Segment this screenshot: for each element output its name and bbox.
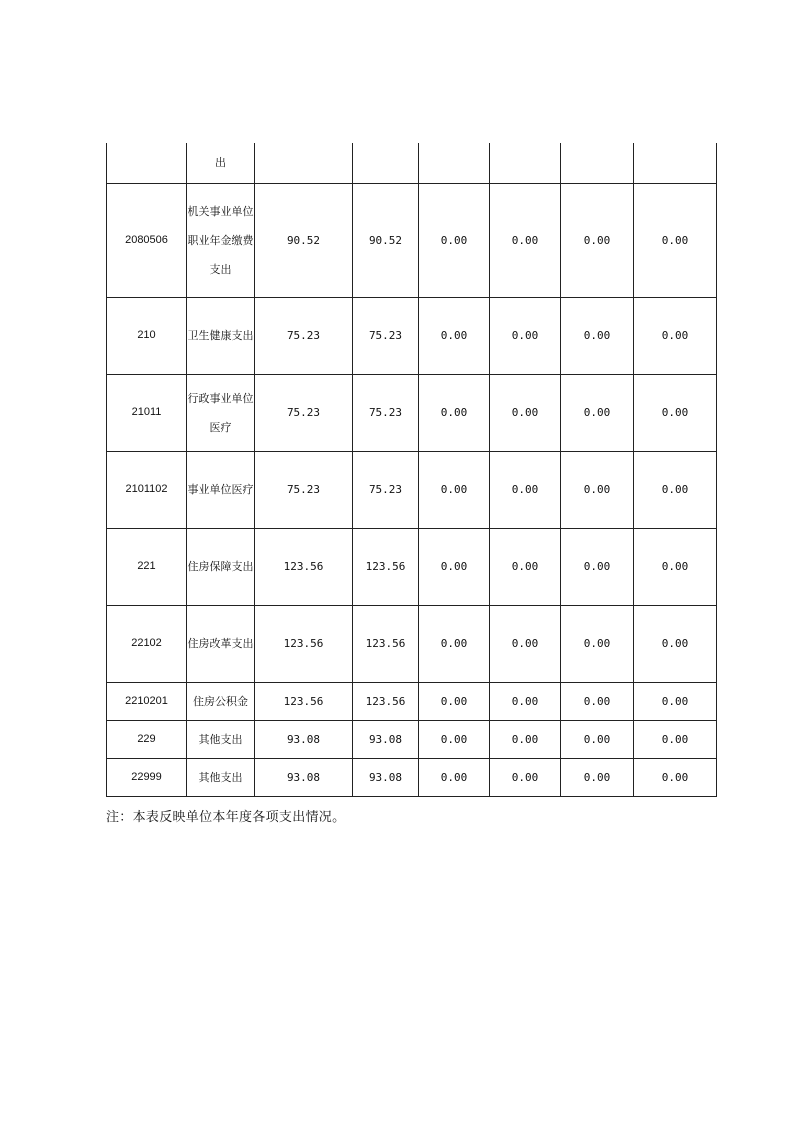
cell-basic: 75.23	[353, 451, 419, 528]
cell-name: 住房公积金	[187, 682, 255, 720]
cell-name: 住房改革支出	[187, 605, 255, 682]
cell-c6	[634, 143, 717, 183]
cell-name: 机关事业单位职业年金缴费支出	[187, 183, 255, 297]
cell-project: 0.00	[419, 682, 490, 720]
cell-c6: 0.00	[634, 720, 717, 758]
cell-c4: 0.00	[490, 720, 561, 758]
table-row	[107, 451, 717, 528]
cell-project: 0.00	[419, 605, 490, 682]
cell-code: 21011	[107, 374, 187, 451]
cell-project: 0.00	[419, 528, 490, 605]
table-row	[107, 297, 717, 374]
cell-name: 住房保障支出	[187, 528, 255, 605]
cell-basic: 123.56	[353, 528, 419, 605]
cell-c5: 0.00	[561, 720, 634, 758]
cell-c4: 0.00	[490, 605, 561, 682]
cell-basic: 75.23	[353, 297, 419, 374]
cell-c4: 0.00	[490, 528, 561, 605]
cell-c4: 0.00	[490, 682, 561, 720]
cell-code: 22102	[107, 605, 187, 682]
cell-basic: 123.56	[353, 682, 419, 720]
cell-total: 90.52	[255, 183, 353, 297]
table-row	[107, 605, 717, 682]
cell-basic: 75.23	[353, 374, 419, 451]
cell-c4	[490, 143, 561, 183]
cell-c5: 0.00	[561, 297, 634, 374]
cell-project: 0.00	[419, 297, 490, 374]
expense-table	[106, 143, 717, 797]
cell-total: 123.56	[255, 682, 353, 720]
cell-code: 2210201	[107, 682, 187, 720]
cell-name: 行政事业单位医疗	[187, 374, 255, 451]
cell-project: 0.00	[419, 374, 490, 451]
cell-c6: 0.00	[634, 758, 717, 796]
cell-total: 123.56	[255, 605, 353, 682]
cell-name: 卫生健康支出	[187, 297, 255, 374]
cell-c5: 0.00	[561, 758, 634, 796]
expense-table-body	[107, 143, 717, 796]
cell-c6: 0.00	[634, 605, 717, 682]
cell-c5	[561, 143, 634, 183]
cell-total: 123.56	[255, 528, 353, 605]
cell-basic: 93.08	[353, 720, 419, 758]
cell-total: 93.08	[255, 758, 353, 796]
cell-basic: 123.56	[353, 605, 419, 682]
cell-total: 93.08	[255, 720, 353, 758]
cell-code: 2080506	[107, 183, 187, 297]
cell-project: 0.00	[419, 183, 490, 297]
cell-c6: 0.00	[634, 451, 717, 528]
cell-project: 0.00	[419, 720, 490, 758]
cell-code: 221	[107, 528, 187, 605]
cell-name: 事业单位医疗	[187, 451, 255, 528]
cell-total: 75.23	[255, 374, 353, 451]
table-footnote: 注：本表反映单位本年度各项支出情况。	[106, 810, 346, 825]
table-row	[107, 758, 717, 796]
cell-total: 75.23	[255, 451, 353, 528]
cell-c4: 0.00	[490, 183, 561, 297]
cell-c6: 0.00	[634, 682, 717, 720]
cell-project: 0.00	[419, 758, 490, 796]
cell-name: 其他支出	[187, 720, 255, 758]
table-row-fragment	[107, 143, 717, 183]
cell-project	[419, 143, 490, 183]
cell-name: 出	[187, 143, 255, 183]
cell-name: 其他支出	[187, 758, 255, 796]
cell-c4: 0.00	[490, 374, 561, 451]
cell-c4: 0.00	[490, 451, 561, 528]
cell-c5: 0.00	[561, 682, 634, 720]
cell-basic	[353, 143, 419, 183]
cell-total	[255, 143, 353, 183]
cell-project: 0.00	[419, 451, 490, 528]
cell-c4: 0.00	[490, 758, 561, 796]
cell-basic: 90.52	[353, 183, 419, 297]
cell-c5: 0.00	[561, 374, 634, 451]
table-row	[107, 682, 717, 720]
cell-c6: 0.00	[634, 297, 717, 374]
cell-c5: 0.00	[561, 605, 634, 682]
cell-code: 229	[107, 720, 187, 758]
table-row	[107, 528, 717, 605]
cell-c5: 0.00	[561, 528, 634, 605]
cell-c4: 0.00	[490, 297, 561, 374]
cell-total: 75.23	[255, 297, 353, 374]
table-row	[107, 374, 717, 451]
cell-code: 2101102	[107, 451, 187, 528]
cell-c5: 0.00	[561, 183, 634, 297]
cell-c6: 0.00	[634, 374, 717, 451]
cell-code	[107, 143, 187, 183]
cell-c5: 0.00	[561, 451, 634, 528]
cell-c6: 0.00	[634, 528, 717, 605]
table-row	[107, 720, 717, 758]
cell-code: 210	[107, 297, 187, 374]
cell-basic: 93.08	[353, 758, 419, 796]
cell-code: 22999	[107, 758, 187, 796]
table-row	[107, 183, 717, 297]
cell-c6: 0.00	[634, 183, 717, 297]
